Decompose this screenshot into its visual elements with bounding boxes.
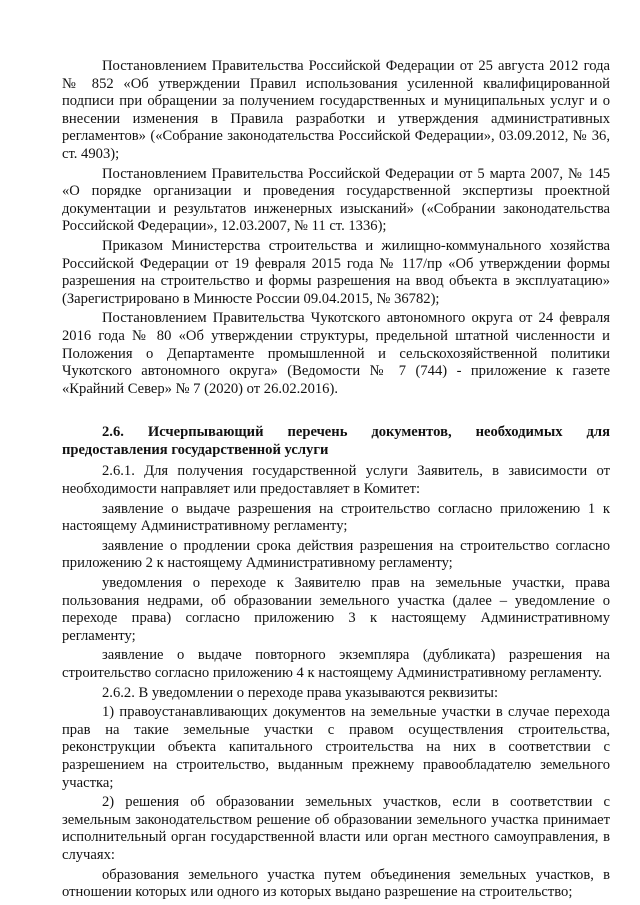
list-item-application-extension: заявление о продлении срока действия разрешения на строительство согласно приложению 2 к настоящему Административному регламенту; xyxy=(62,537,610,572)
list-item-notification-transfer: уведомления о переходе к Заявителю прав на земельные участки, права пользования недрами, об образовании земельного участка (далее – уведомление о переходе права) согласно приложению 3 к настоящему Административному регламенту; xyxy=(62,575,610,644)
list-item-2: 2) решения об образовании земельных участков, если в соответствии с земельным законодательством решение об образовании земельного участка принимает исполнительный орган государственной власти или орган местного самоуправления, в случаях: xyxy=(62,794,610,863)
list-item-merge: образования земельного участка путем объединения земельных участков, в отношении которых или одного из которых выдано разрешение на строительство; xyxy=(62,866,610,901)
paragraph-decree-145: Постановлением Правительства Российской Федерации от 5 марта 2007, № 145 «О порядке организации и проведения государственной экспертизы проектной документации и результатов инженерных изысканий» («Собрании законодательства Российской Федерации», 12.03.2007, № 11 ст. 1336); xyxy=(62,165,610,235)
list-item-application-duplicate: заявление о выдаче повторного экземпляра (дубликата) разрешения на строительство согласно приложению 4 к настоящему Административному регламенту. xyxy=(62,647,610,681)
paragraph-order-117: Приказом Министерства строительства и жилищно-коммунального хозяйства Российской Федерации от 19 февраля 2015 года № 117/пр «Об утверждении формы разрешения на строительство и формы разрешения на ввод объекта в эксплуатацию» (Зарегистрировано в Минюсте России 09.04.2015, № 36782); xyxy=(62,237,610,307)
list-item-1: 1) правоустанавливающих документов на земельные участки в случае перехода прав на такие земельные участки с правом осуществления строительства, реконструкции объекта капитального строительства на них в соответствии с разрешением на строительство, выданным прежнему правообладателю земельного участка; xyxy=(62,704,610,791)
paragraph-decree-80: Постановлением Правительства Чукотского автономного округа от 24 февраля 2016 года № 80 «Об утверждении структуры, предельной штатной численности и Положения о Департаменте промышленной и сельскохозяйственной политики Чукотского автономного округа» (Ведомости № 7 (744) - приложение к газете «Крайний Север» № 7 (2020) от 26.02.2016). xyxy=(62,310,610,397)
paragraph-decree-852: Постановлением Правительства Российской Федерации от 25 августа 2012 года № 852 «Об утверждении Правил использования усиленной квалифицированной подписи при обращении за получением государственных и муниципальных услуг и о внесении изменения в Правила разработки и утверждения административных регламентов» («Собрание законодательства Российской Федерации», 03.09.2012, № 36, ст. 4903); xyxy=(62,58,610,162)
list-item-application-permit: заявление о выдаче разрешения на строительство согласно приложению 1 к настоящему Административному регламенту; xyxy=(62,500,610,535)
paragraph-2-6-1: 2.6.1. Для получения государственной услуги Заявитель, в зависимости от необходимости направляет или предоставляет в Комитет: xyxy=(62,463,610,498)
section-heading-2-6: 2.6. Исчерпывающий перечень документов, необходимых для предоставления государственной услуги xyxy=(62,424,610,458)
paragraph-2-6-2: 2.6.2. В уведомлении о переходе права указываются реквизиты: xyxy=(102,684,499,701)
